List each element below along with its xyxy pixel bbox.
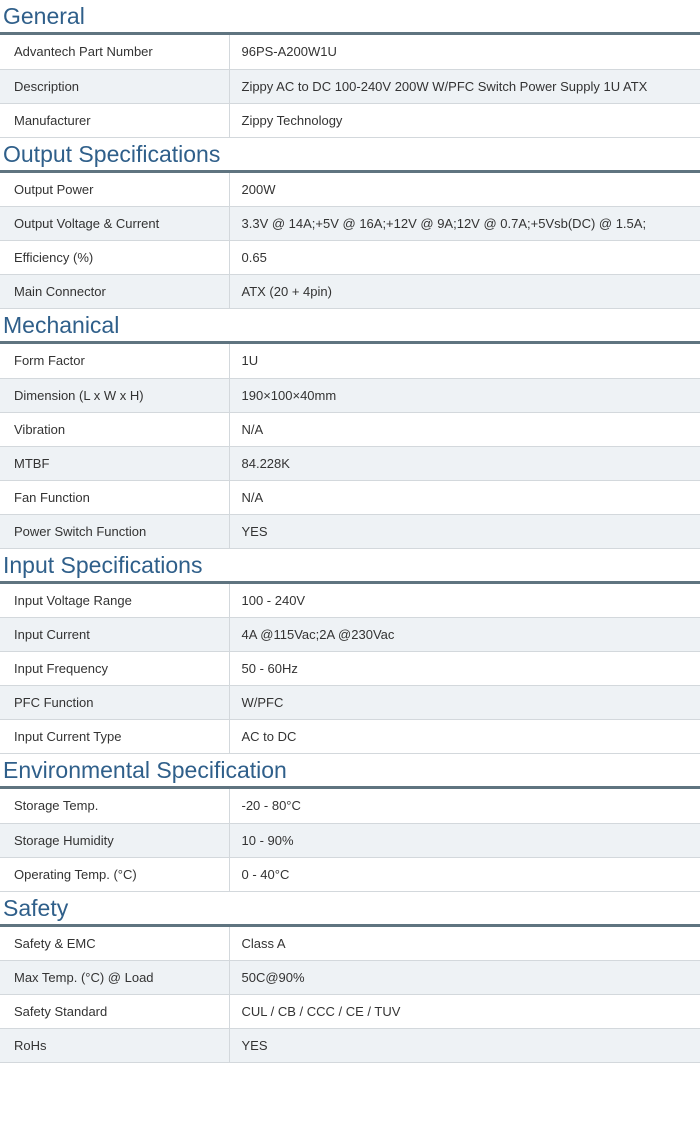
spec-value: 0 - 40°C	[229, 857, 700, 891]
spec-table-input-specifications	[0, 584, 700, 755]
spec-label: Input Voltage Range	[0, 584, 229, 618]
table-row	[0, 480, 700, 514]
spec-table-general	[0, 35, 700, 138]
spec-value: 50 - 60Hz	[229, 652, 700, 686]
spec-label: Output Voltage & Current	[0, 207, 229, 241]
table-row	[0, 720, 700, 754]
table-row	[0, 173, 700, 207]
table-row	[0, 241, 700, 275]
spec-value: Zippy Technology	[229, 103, 700, 137]
spec-value: 0.65	[229, 241, 700, 275]
spec-label: Advantech Part Number	[0, 35, 229, 69]
spec-value: 190×100×40mm	[229, 378, 700, 412]
spec-label: Max Temp. (°C) @ Load	[0, 961, 229, 995]
spec-label: Form Factor	[0, 344, 229, 378]
spec-value: ATX (20 + 4pin)	[229, 275, 700, 309]
spec-label: Input Current Type	[0, 720, 229, 754]
spec-value: CUL / CB / CCC / CE / TUV	[229, 995, 700, 1029]
spec-label: Fan Function	[0, 480, 229, 514]
section-title-general: General	[0, 0, 700, 35]
table-row	[0, 69, 700, 103]
spec-value: YES	[229, 1029, 700, 1063]
spec-value: 200W	[229, 173, 700, 207]
spec-value: Class A	[229, 927, 700, 961]
table-row	[0, 344, 700, 378]
table-row	[0, 378, 700, 412]
spec-value: -20 - 80°C	[229, 789, 700, 823]
spec-label: Storage Temp.	[0, 789, 229, 823]
section-title-input-specifications: Input Specifications	[0, 549, 700, 584]
spec-label: RoHs	[0, 1029, 229, 1063]
table-row	[0, 1029, 700, 1063]
table-row	[0, 514, 700, 548]
spec-value: 10 - 90%	[229, 823, 700, 857]
table-row	[0, 584, 700, 618]
spec-value: 1U	[229, 344, 700, 378]
section-title-mechanical: Mechanical	[0, 309, 700, 344]
table-row	[0, 961, 700, 995]
spec-label: Output Power	[0, 173, 229, 207]
spec-label: Vibration	[0, 412, 229, 446]
spec-label: Dimension (L x W x H)	[0, 378, 229, 412]
spec-value: 4A @115Vac;2A @230Vac	[229, 618, 700, 652]
spec-table-output-specifications	[0, 173, 700, 310]
table-row	[0, 823, 700, 857]
spec-table-mechanical	[0, 344, 700, 549]
table-row	[0, 446, 700, 480]
section-title-environmental-specification: Environmental Specification	[0, 754, 700, 789]
spec-label: Safety Standard	[0, 995, 229, 1029]
spec-value: 100 - 240V	[229, 584, 700, 618]
table-row	[0, 35, 700, 69]
spec-label: Main Connector	[0, 275, 229, 309]
spec-value: Zippy AC to DC 100-240V 200W W/PFC Switch Power Supply 1U ATX	[229, 69, 700, 103]
spec-label: Efficiency (%)	[0, 241, 229, 275]
spec-value: 84.228K	[229, 446, 700, 480]
table-row	[0, 652, 700, 686]
spec-value: 96PS-A200W1U	[229, 35, 700, 69]
spec-value: N/A	[229, 480, 700, 514]
table-row	[0, 995, 700, 1029]
spec-label: Safety & EMC	[0, 927, 229, 961]
spec-label: MTBF	[0, 446, 229, 480]
section-title-safety: Safety	[0, 892, 700, 927]
section-title-output-specifications: Output Specifications	[0, 138, 700, 173]
spec-label: Operating Temp. (°C)	[0, 857, 229, 891]
table-row	[0, 857, 700, 891]
spec-value: 3.3V @ 14A;+5V @ 16A;+12V @ 9A;12V @ 0.7A;+5Vsb(DC) @ 1.5A;	[229, 207, 700, 241]
spec-label: Power Switch Function	[0, 514, 229, 548]
spec-label: Storage Humidity	[0, 823, 229, 857]
spec-table-safety	[0, 927, 700, 1064]
spec-value: N/A	[229, 412, 700, 446]
spec-value: W/PFC	[229, 686, 700, 720]
table-row	[0, 618, 700, 652]
table-row	[0, 412, 700, 446]
table-row	[0, 927, 700, 961]
table-row	[0, 103, 700, 137]
spec-table-environmental-specification	[0, 789, 700, 892]
spec-value: 50C@90%	[229, 961, 700, 995]
table-row	[0, 789, 700, 823]
table-row	[0, 686, 700, 720]
table-row	[0, 207, 700, 241]
spec-label: Manufacturer	[0, 103, 229, 137]
spec-label: Input Frequency	[0, 652, 229, 686]
table-row	[0, 275, 700, 309]
spec-label: Input Current	[0, 618, 229, 652]
spec-label: Description	[0, 69, 229, 103]
spec-value: YES	[229, 514, 700, 548]
spec-value: AC to DC	[229, 720, 700, 754]
spec-label: PFC Function	[0, 686, 229, 720]
